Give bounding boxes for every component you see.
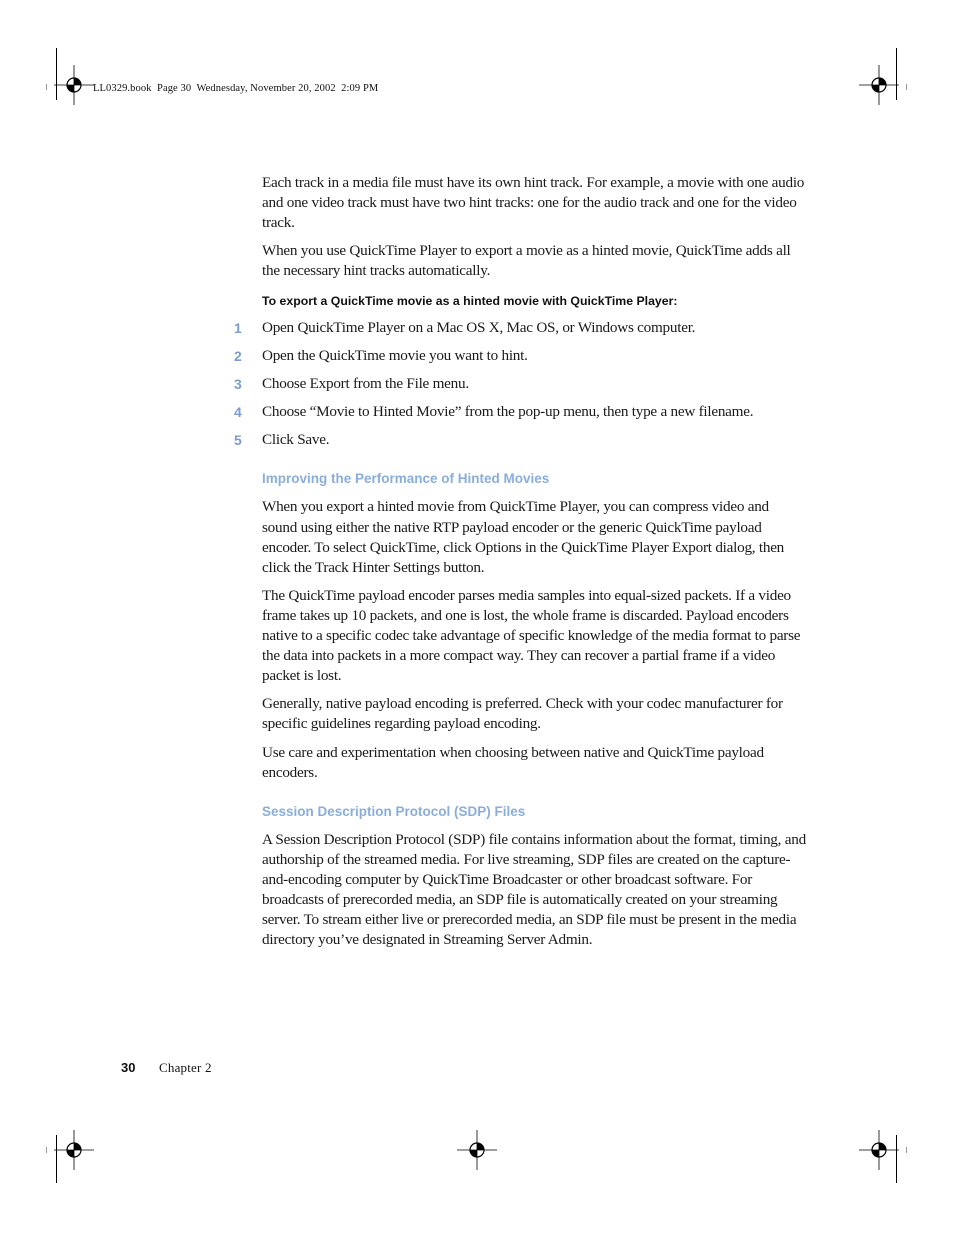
crop-mark <box>896 48 897 100</box>
step-item <box>234 402 807 422</box>
step-number: 1 <box>234 320 242 337</box>
step-number: 2 <box>234 348 242 365</box>
intro-paragraph: Each track in a media file must have its own hint track. For example, a movie with one audio and one video track must have two hint tracks: one for the audio track and one for the video track. <box>262 174 805 232</box>
body-paragraph: Generally, native payload encoding is preferred. Check with your codec manufacturer for specific guidelines regarding payload encoding. <box>262 695 783 733</box>
intro-paragraph: When you use QuickTime Player to export a movie as a hinted movie, QuickTime adds all the necessary hint tracks automatically. <box>262 242 791 280</box>
body-paragraph: A Session Description Protocol (SDP) file contains information about the format, timing, and authorship of the streamed media. For live streaming, SDP files are created on the capture-and-encoding computer by QuickTime Broadcaster or other broadcast software. For broadcasts of prerecorded media, an SDP file is automatically created on your streaming server. To stream either live or prerecorded media, an SDP file must be present in the media directory you’ve designated in Streaming Server Admin. <box>262 830 806 949</box>
registration-mark-icon <box>859 1130 899 1170</box>
page-number: 30 <box>121 1060 136 1075</box>
step-item <box>234 374 807 394</box>
print-slug: LL0329.book Page 30 Wednesday, November 20, 2002 2:09 PM <box>93 83 379 94</box>
step-number: 5 <box>234 432 242 449</box>
step-item <box>234 430 807 450</box>
crop-mark <box>906 84 907 90</box>
step-item <box>234 318 807 338</box>
crop-mark <box>46 84 47 90</box>
crop-mark <box>46 1147 47 1153</box>
step-number: 4 <box>234 404 242 421</box>
section-heading-sdp: Session Description Protocol (SDP) Files <box>262 803 526 819</box>
task-heading: To export a QuickTime movie as a hinted movie with QuickTime Player: <box>262 294 678 309</box>
crop-mark <box>56 48 57 100</box>
section-heading-performance: Improving the Performance of Hinted Movies <box>262 471 550 487</box>
step-item <box>234 346 807 366</box>
registration-mark-icon <box>859 65 899 105</box>
step-text: Choose Export from the File menu. <box>262 375 469 393</box>
step-number: 3 <box>234 376 242 393</box>
step-list <box>234 318 807 450</box>
crop-mark <box>906 1147 907 1153</box>
step-text: Choose “Movie to Hinted Movie” from the pop-up menu, then type a new filename. <box>262 403 754 421</box>
registration-mark-icon <box>54 65 94 105</box>
chapter-label: Chapter 2 <box>159 1060 212 1075</box>
main-content <box>234 173 807 958</box>
registration-mark-icon <box>457 1130 497 1170</box>
body-paragraph: Use care and experimentation when choosing between native and QuickTime payload encoders. <box>262 743 764 781</box>
step-text: Open the QuickTime movie you want to hint. <box>262 347 528 365</box>
registration-mark-icon <box>54 1130 94 1170</box>
step-text: Open QuickTime Player on a Mac OS X, Mac OS, or Windows computer. <box>262 319 696 337</box>
body-paragraph: When you export a hinted movie from QuickTime Player, you can compress video and sound using either the native RTP payload encoder or the generic QuickTime payload encoder. To select QuickTime, click Options in the QuickTime Player Export dialog, then click the Track Hinter Settings button. <box>262 498 785 576</box>
crop-mark <box>896 1135 897 1183</box>
step-text: Click Save. <box>262 431 330 449</box>
body-paragraph: The QuickTime payload encoder parses media samples into equal-sized packets. If a video frame takes up 10 packets, and one is lost, the whole frame is discarded. Payload encoders native to a specific codec take advantage of specific knowledge of the media format to parse the data into packets in a more compact way. They can recover a partial frame if a video packet is lost. <box>262 586 801 685</box>
crop-mark <box>56 1135 57 1183</box>
